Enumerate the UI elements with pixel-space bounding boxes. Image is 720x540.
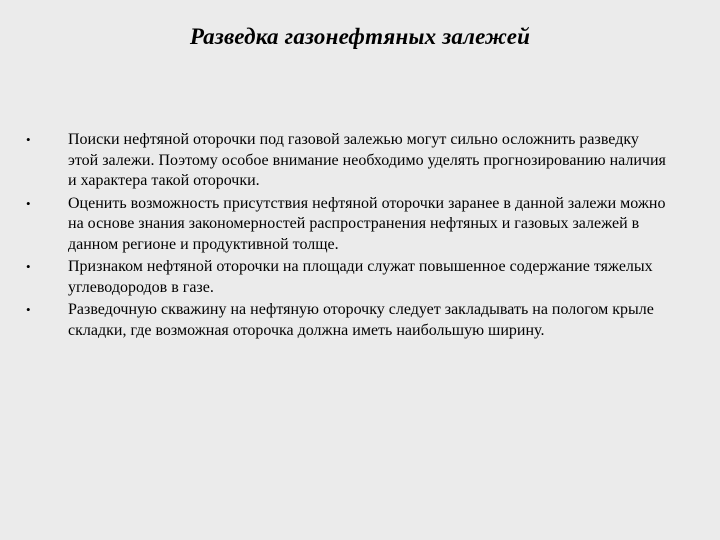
- bullet-item-1: [0, 130, 666, 192]
- bullet-dot-icon: •: [26, 195, 31, 211]
- bullet-text-3: Признаком нефтяной оторочки на площади служат повышенное содержание тяжелых углеводородов в газе.: [68, 258, 653, 296]
- bullet-dot-icon: •: [26, 132, 31, 147]
- bullet-text-2: Оценить возможность присутствия нефтяной оторочки заранее в данной залежи можно на основе знания закономерностей распространения нефтяных и газовых залежей в данном регионе и продуктивной толще.: [68, 194, 666, 253]
- bullet-list: [0, 130, 720, 343]
- slide-title: Разведка газонефтяных залежей: [189, 24, 531, 49]
- bullet-item-4: [0, 300, 666, 341]
- bullet-dot-icon: •: [26, 302, 31, 317]
- bullet-text-1: Поиски нефтяной оторочки под газовой залежью могут сильно осложнить разведку этой залежи. Поэтому особое внимание необходимо уделять прогнозированию наличия и характера такой оторочки.: [68, 131, 666, 189]
- bullet-item-3: [0, 257, 666, 298]
- bullet-item-2: [0, 194, 666, 256]
- bullet-dot-icon: •: [26, 259, 31, 274]
- bullet-text-4: Разведочную скважину на нефтяную оторочку следует закладывать на пологом крыле складки, где возможная оторочка должна иметь наибольшую ширину.: [68, 301, 654, 339]
